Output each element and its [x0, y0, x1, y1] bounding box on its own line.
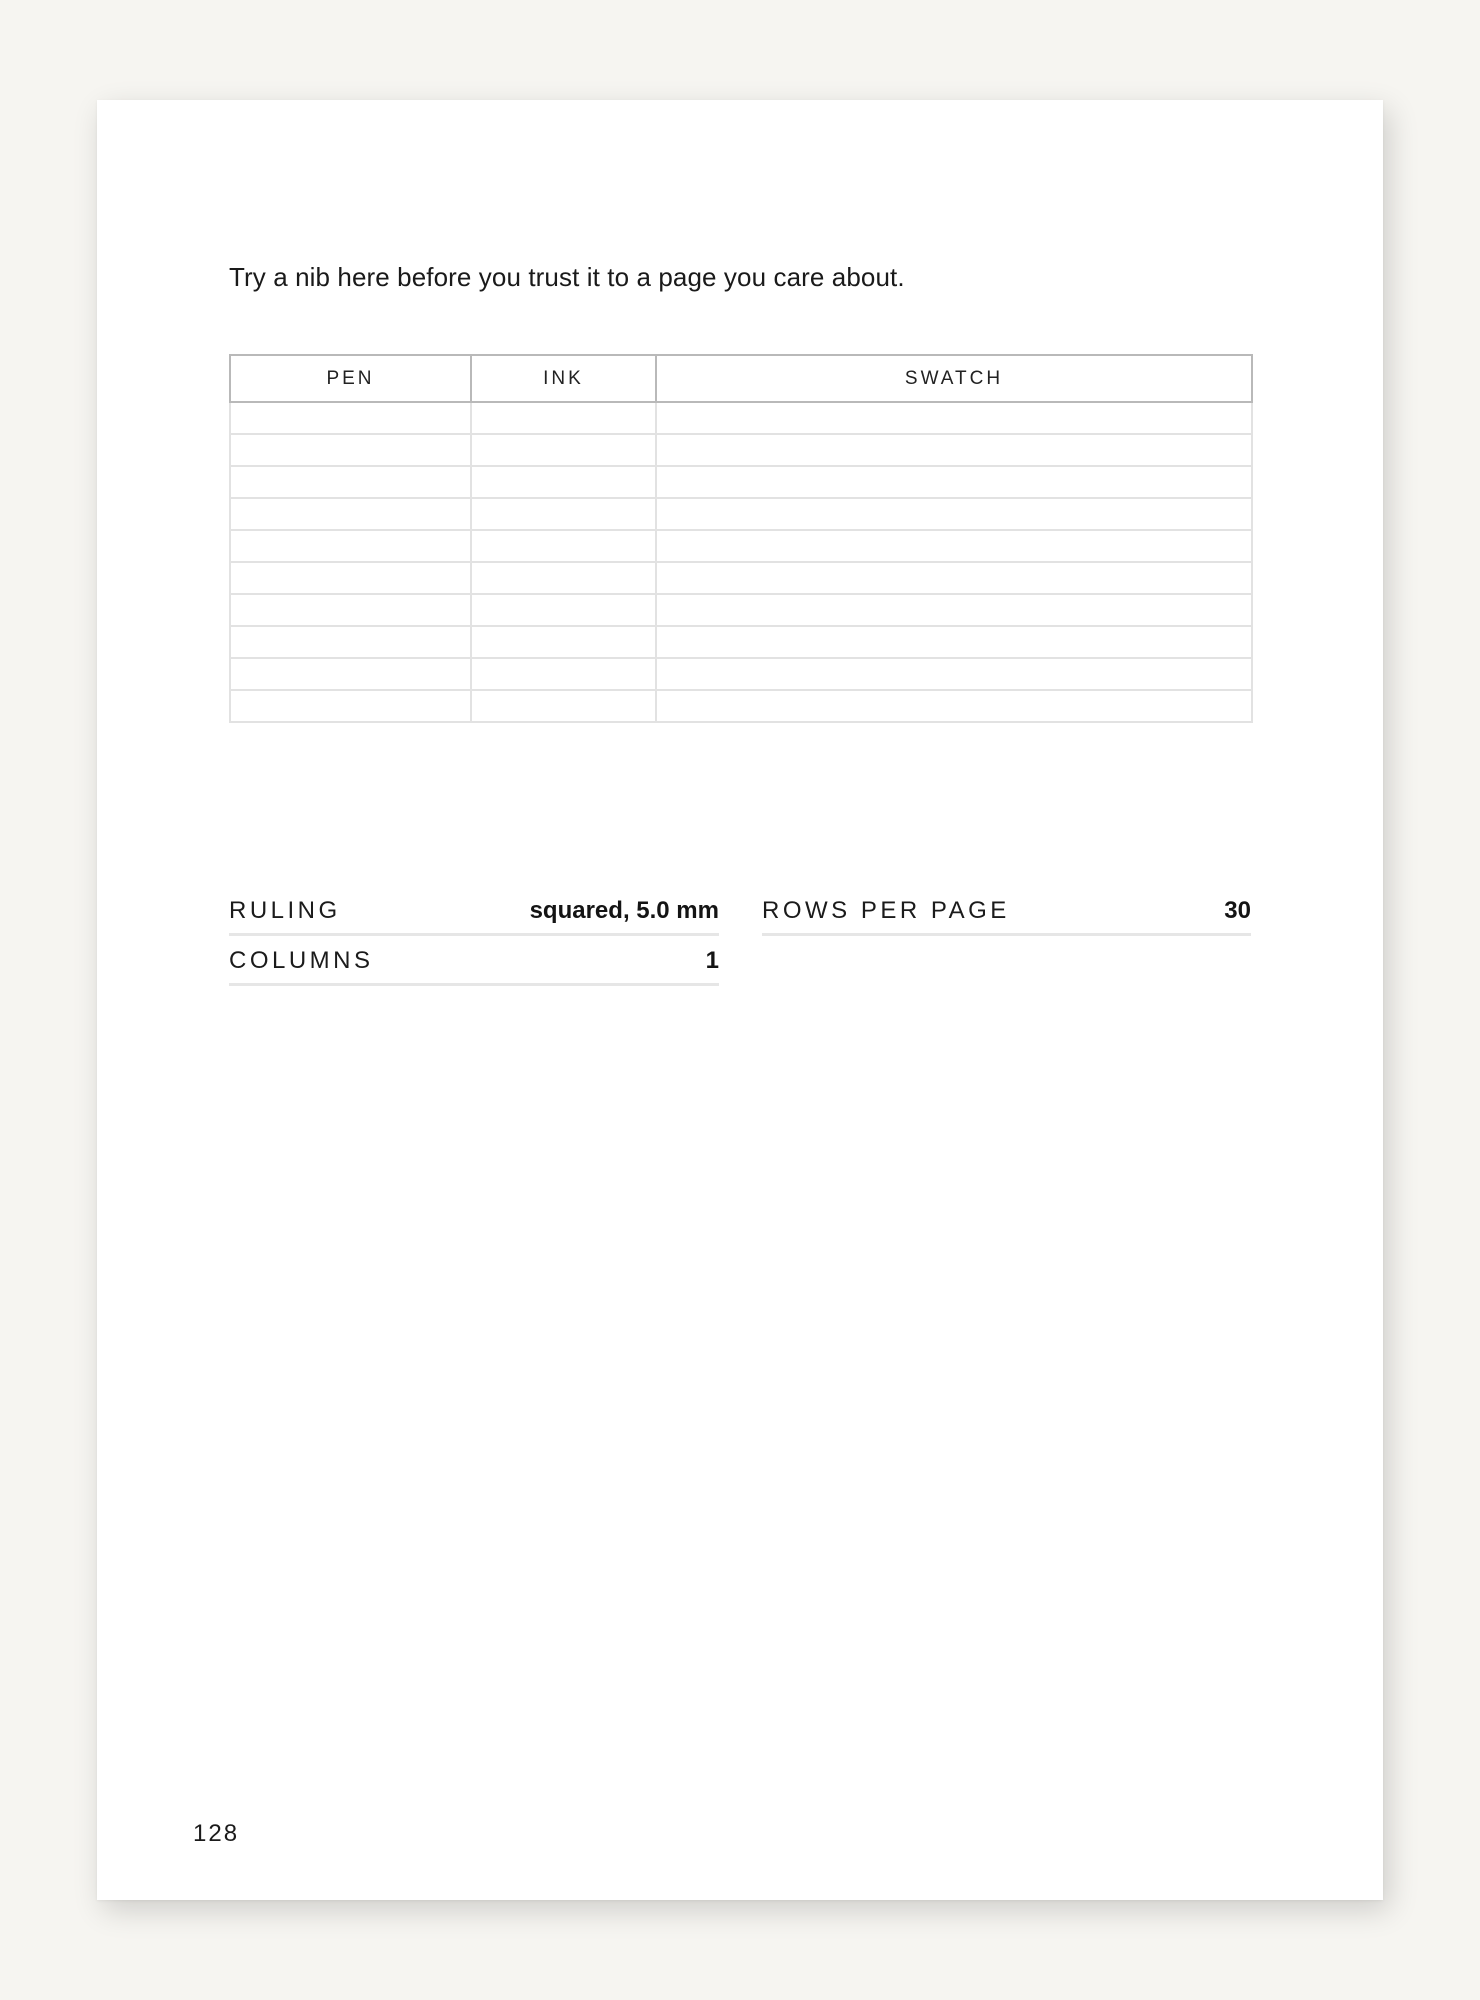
cell-pen[interactable]: [230, 402, 471, 434]
table-row: [230, 530, 1252, 562]
table-row: [230, 466, 1252, 498]
cell-swatch[interactable]: [656, 402, 1252, 434]
header-pen: PEN: [230, 355, 471, 402]
cell-pen[interactable]: [230, 466, 471, 498]
cell-swatch[interactable]: [656, 626, 1252, 658]
cell-swatch[interactable]: [656, 658, 1252, 690]
table-row: [230, 690, 1252, 722]
cell-pen[interactable]: [230, 498, 471, 530]
cell-swatch[interactable]: [656, 530, 1252, 562]
cell-pen[interactable]: [230, 562, 471, 594]
pen-test-table: [229, 354, 1253, 723]
cell-swatch[interactable]: [656, 466, 1252, 498]
spec-ruling-value: squared, 5.0 mm: [529, 896, 719, 924]
cell-ink[interactable]: [471, 626, 656, 658]
cell-swatch[interactable]: [656, 690, 1252, 722]
cell-swatch[interactable]: [656, 562, 1252, 594]
table-row: [230, 562, 1252, 594]
spec-ruling: [229, 888, 719, 936]
cell-pen[interactable]: [230, 690, 471, 722]
cell-swatch[interactable]: [656, 498, 1252, 530]
cell-ink[interactable]: [471, 402, 656, 434]
spec-columns-label: COLUMNS: [229, 946, 374, 974]
spec-rows-per-page-label: ROWS PER PAGE: [762, 896, 1010, 924]
cell-swatch[interactable]: [656, 434, 1252, 466]
header-swatch: SWATCH: [656, 355, 1252, 402]
cell-swatch[interactable]: [656, 594, 1252, 626]
cell-ink[interactable]: [471, 658, 656, 690]
cell-pen[interactable]: [230, 626, 471, 658]
cell-ink[interactable]: [471, 594, 656, 626]
spec-ruling-label: RULING: [229, 896, 341, 924]
cell-ink[interactable]: [471, 562, 656, 594]
table-row: [230, 626, 1252, 658]
table-header-row: [230, 355, 1252, 402]
cell-ink[interactable]: [471, 690, 656, 722]
cell-pen[interactable]: [230, 434, 471, 466]
page-sheet: [97, 100, 1383, 1900]
spec-columns-value: 1: [705, 946, 719, 974]
header-ink: INK: [471, 355, 656, 402]
cell-ink[interactable]: [471, 498, 656, 530]
table-row: [230, 498, 1252, 530]
cell-ink[interactable]: [471, 466, 656, 498]
cell-ink[interactable]: [471, 434, 656, 466]
table-body: [230, 402, 1252, 722]
cell-pen[interactable]: [230, 658, 471, 690]
cell-pen[interactable]: [230, 594, 471, 626]
cell-pen[interactable]: [230, 530, 471, 562]
spec-rows-per-page-value: 30: [1224, 896, 1251, 924]
spec-rows-per-page: [762, 888, 1251, 936]
table-row: [230, 402, 1252, 434]
cell-ink[interactable]: [471, 530, 656, 562]
page-number: 128: [193, 1820, 240, 1847]
table-row: [230, 658, 1252, 690]
table-row: [230, 594, 1252, 626]
spec-columns: [229, 938, 719, 986]
intro-text: Try a nib here before you trust it to a page you care about.: [229, 262, 905, 292]
table-row: [230, 434, 1252, 466]
